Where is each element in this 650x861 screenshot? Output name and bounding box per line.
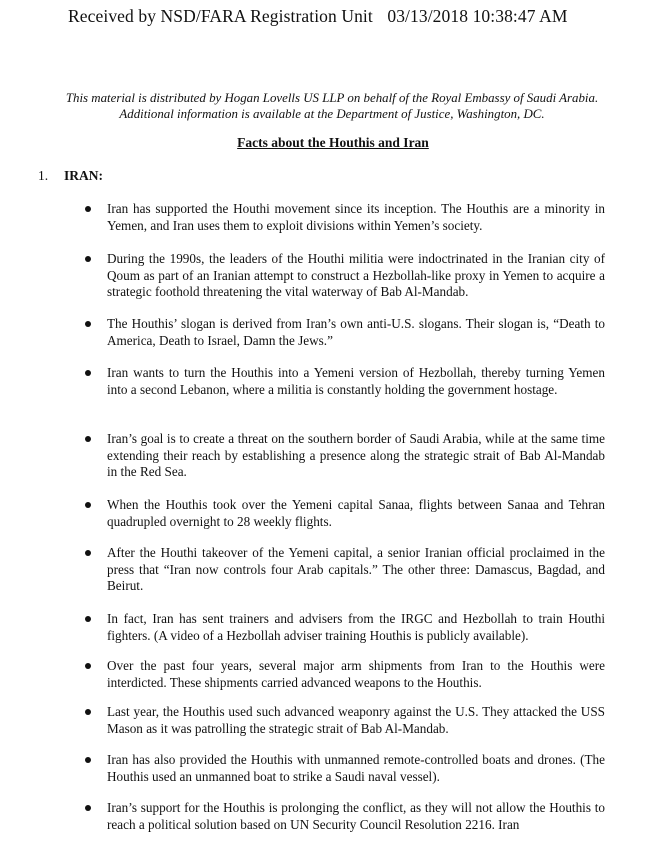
- bullet-text: Iran has also provided the Houthis with unmanned remote-controlled boats and drones. (The Houthis used an unmanned boat to strike a Saudi naval vessel).: [107, 752, 605, 784]
- bullet-dot-icon: [85, 550, 91, 556]
- bullet-text: In fact, Iran has sent trainers and advisers from the IRGC and Hezbollah to train Houthi fighters. (A video of a Hezbollah adviser training Houthis is publicly available).: [107, 611, 605, 643]
- received-time: 10:38:47 AM: [472, 6, 568, 26]
- bullet-dot-icon: [85, 757, 91, 763]
- bullet-text: Iran has supported the Houthi movement since its inception. The Houthis are a minority in Yemen, and Iran uses them to exploit divisions within Yemen’s society.: [107, 201, 605, 233]
- bullet-text: After the Houthi takeover of the Yemeni capital, a senior Iranian official proclaimed in the press that “Iran now controls four Arab capitals.” The other three: Damascus, Bagdad, and Beirut.: [107, 545, 605, 594]
- document-title: Facts about the Houthis and Iran: [237, 135, 429, 150]
- bullet-dot-icon: [85, 321, 91, 327]
- bullet-dot-icon: [85, 805, 91, 811]
- received-date: 03/13/2018: [387, 6, 469, 26]
- bullet-item: [107, 316, 605, 349]
- bullet-dot-icon: [85, 370, 91, 376]
- bullet-text: When the Houthis took over the Yemeni capital Sanaa, flights between Sanaa and Tehran quadrupled overnight to 28 weekly flights.: [107, 497, 605, 529]
- bullet-text: During the 1990s, the leaders of the Houthi militia were indoctrinated in the Iranian city of Qoum as part of an Iranian attempt to construct a Hezbollah-like proxy in Yemen to acquire a strategic foothold threatening the vital waterway of Bab Al-Mandab.: [107, 251, 605, 300]
- bullet-item: [107, 497, 605, 530]
- bullet-text: Iran’s support for the Houthis is prolonging the conflict, as they will not allow the Houthis to reach a political solution based on UN Security Council Resolution 2216. Iran: [107, 800, 605, 832]
- bullet-text: Iran wants to turn the Houthis into a Yemeni version of Hezbollah, thereby turning Yemen into a second Lebanon, where a militia is constantly holding the government hostage.: [107, 365, 605, 397]
- bullet-dot-icon: [85, 616, 91, 622]
- bullet-item: [107, 251, 605, 301]
- bullet-dot-icon: [85, 502, 91, 508]
- section-heading: [38, 168, 103, 184]
- bullet-item: [107, 365, 605, 398]
- bullet-item: [107, 611, 605, 644]
- bullet-item: [107, 545, 605, 595]
- bullet-item: [107, 658, 605, 691]
- bullet-text: Iran’s goal is to create a threat on the southern border of Saudi Arabia, while at the same time extending their reach by establishing a presence along the strategic strait of Bab Al-Mandab in the Red Sea.: [107, 431, 605, 480]
- distribution-notice: This material is distributed by Hogan Lovells US LLP on behalf of the Royal Embassy of Saudi Arabia. Additional information is available at the Department of Justice, Washington, DC.: [65, 91, 599, 121]
- received-by-text: Received by NSD/FARA Registration Unit: [68, 6, 373, 26]
- bullet-item: [107, 431, 605, 481]
- bullet-dot-icon: [85, 709, 91, 715]
- bullet-item: [107, 752, 605, 785]
- registration-stamp-header: [68, 6, 568, 27]
- bullet-text: Over the past four years, several major arm shipments from Iran to the Houthis were interdicted. These shipments carried advanced weapons to the Houthis.: [107, 658, 605, 690]
- bullet-item: [107, 800, 605, 833]
- bullet-text: The Houthis’ slogan is derived from Iran’s own anti-U.S. slogans. Their slogan is, “Death to America, Death to Israel, Damn the Jews.”: [107, 316, 605, 348]
- bullet-dot-icon: [85, 206, 91, 212]
- bullet-dot-icon: [85, 256, 91, 262]
- section-number: 1.: [38, 168, 49, 183]
- section-label: IRAN:: [64, 168, 103, 183]
- bullet-dot-icon: [85, 663, 91, 669]
- bullet-item: [107, 704, 605, 737]
- bullet-dot-icon: [85, 436, 91, 442]
- bullet-text: Last year, the Houthis used such advanced weaponry against the U.S. They attacked the USS Mason as it was patrolling the strategic strait of Bab Al-Mandab.: [107, 704, 605, 736]
- bullet-item: [107, 201, 605, 234]
